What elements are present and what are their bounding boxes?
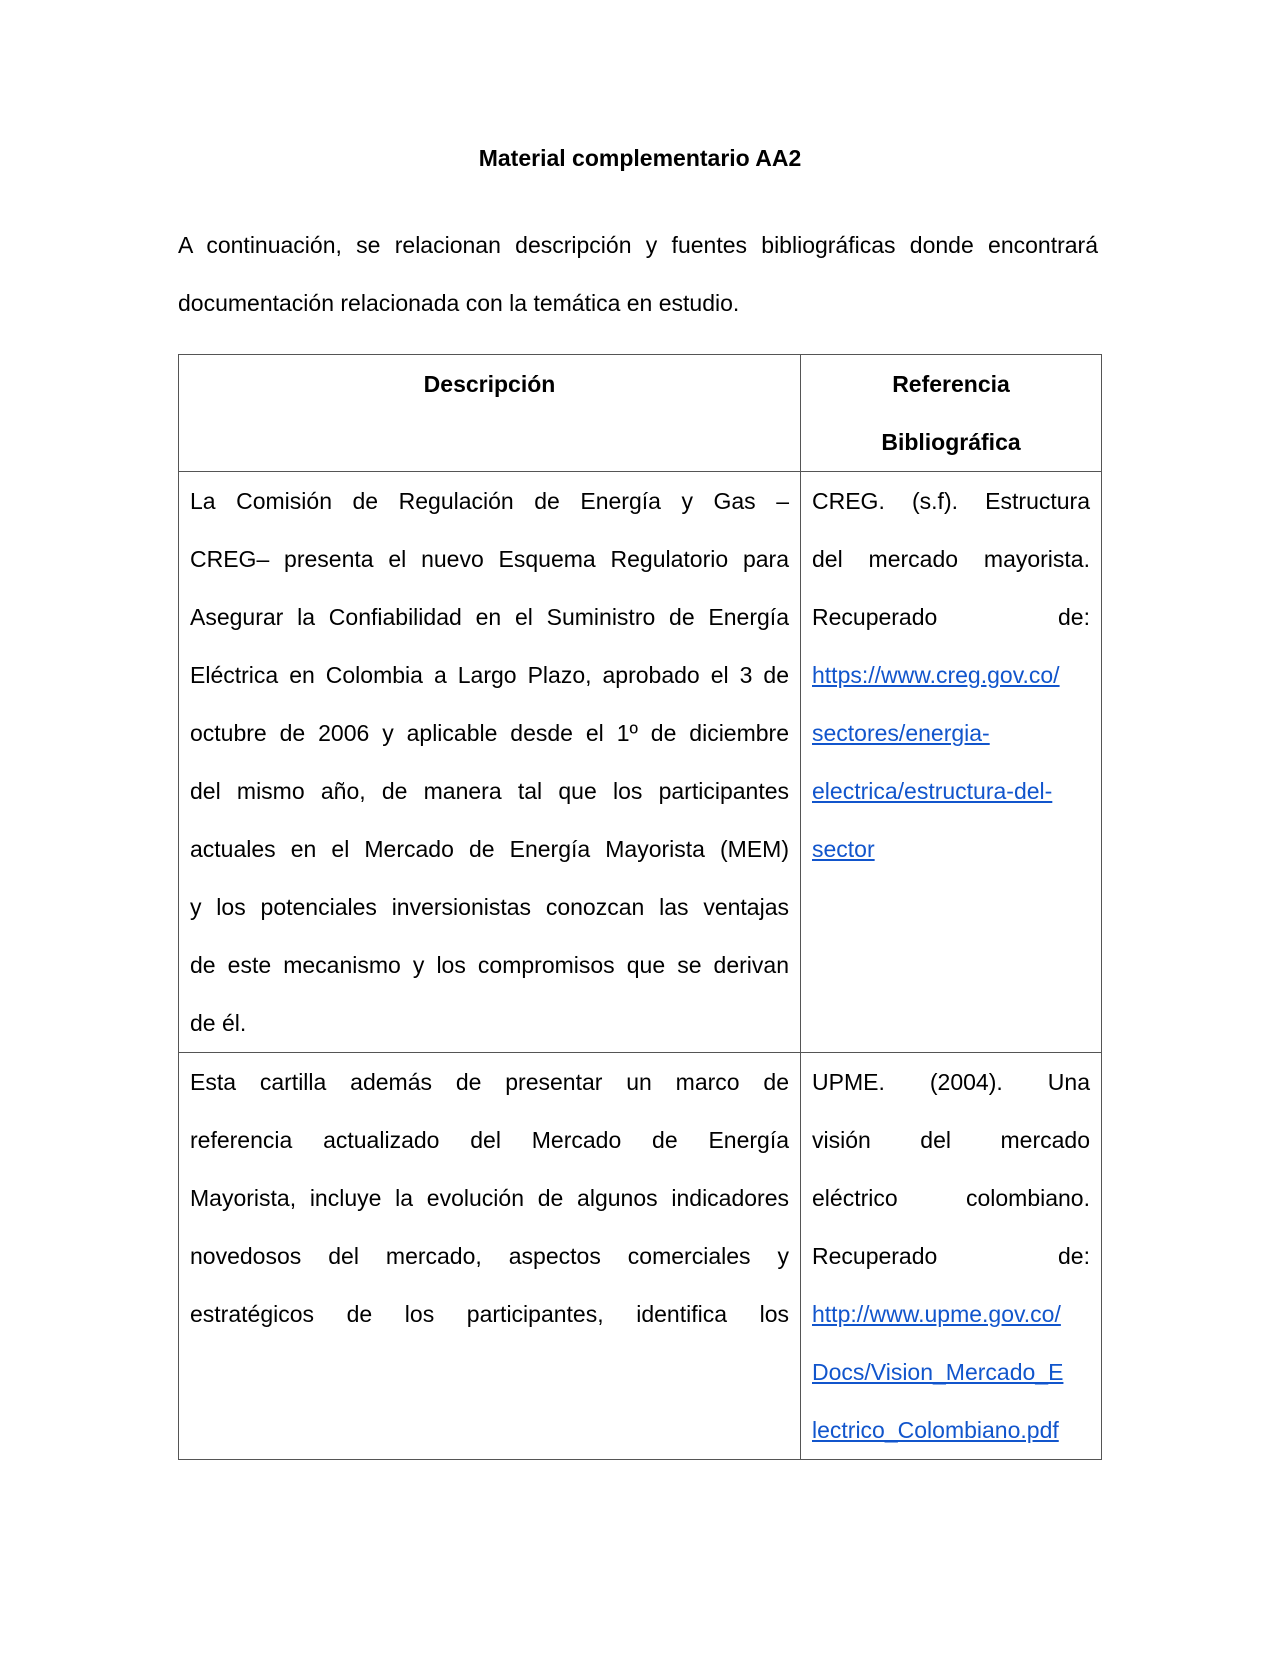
header-reference: Referencia Bibliográfica <box>801 355 1102 472</box>
upme-link[interactable]: Docs/Vision_Mercado_E <box>812 1359 1064 1385</box>
table-row <box>179 472 1102 1053</box>
upme-link[interactable]: lectrico_Colombiano.pdf <box>812 1417 1059 1443</box>
reference-cell: CREG. (s.f). Estructura del mercado mayorista. Recuperado de: https://www.creg.gov.co/ sectores/energia- electrica/estructura-del- sector <box>801 472 1102 1053</box>
description-cell: Esta cartilla además de presentar un marco de referencia actualizado del Mercado de Energía Mayorista, incluye la evolución de algunos indicadores novedosos del mercado, aspectos comerciales y estratégicos de los participantes, identifica los <box>179 1053 801 1460</box>
creg-link[interactable]: https://www.creg.gov.co/ <box>812 662 1060 688</box>
upme-link[interactable]: http://www.upme.gov.co/ <box>812 1301 1061 1327</box>
creg-link[interactable]: sector <box>812 836 875 862</box>
reference-cell: UPME. (2004). Una visión del mercado eléctrico colombiano. Recuperado de: http://www.upme.gov.co/ Docs/Vision_Mercado_E lectrico_Colombiano.pdf <box>801 1053 1102 1460</box>
document-title: Material complementario AA2 <box>478 145 802 171</box>
creg-link[interactable]: sectores/energia- <box>812 720 990 746</box>
table-row <box>179 1053 1102 1460</box>
table-header-row <box>179 355 1102 472</box>
intro-paragraph <box>178 216 1098 332</box>
header-description: Descripción <box>179 355 801 472</box>
creg-link[interactable]: electrica/estructura-del- <box>812 778 1053 804</box>
references-table <box>178 354 1102 1460</box>
intro-line: documentación relacionada con la temática en estudio. <box>178 290 740 316</box>
intro-line: A continuación, se relacionan descripción y fuentes bibliográficas donde encontrará <box>178 232 1098 258</box>
description-cell: La Comisión de Regulación de Energía y Gas – CREG– presenta el nuevo Esquema Regulatorio para Asegurar la Confiabilidad en el Suministro de Energía Eléctrica en Colombia a Largo Plazo, aprobado el 3 de octubre de 2006 y aplicable desde el 1º de diciembre del mismo año, de manera tal que los participantes actuales en el Mercado de Energía Mayorista (MEM) y los potenciales inversionistas conozcan las ventajas de este mecanismo y los compromisos que se derivan de él. <box>179 472 801 1053</box>
